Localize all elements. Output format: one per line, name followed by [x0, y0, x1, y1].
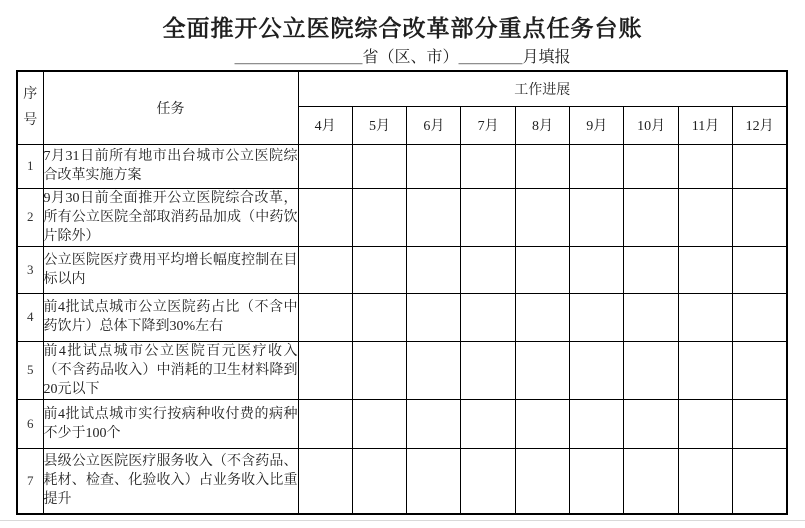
- progress-cell[interactable]: [461, 144, 515, 188]
- progress-cell[interactable]: [461, 293, 515, 341]
- row-serial: 5: [17, 341, 43, 399]
- progress-cell[interactable]: [461, 246, 515, 293]
- progress-cell[interactable]: [733, 293, 787, 341]
- header-month-jul: 7月: [461, 106, 515, 144]
- header-month-dec: 12月: [733, 106, 787, 144]
- progress-cell[interactable]: [678, 293, 732, 341]
- header-month-oct: 10月: [624, 106, 678, 144]
- task-ledger-table: [16, 70, 788, 515]
- progress-cell[interactable]: [407, 144, 461, 188]
- progress-cell[interactable]: [733, 448, 787, 514]
- table-row: [17, 293, 787, 341]
- progress-cell[interactable]: [515, 341, 569, 399]
- progress-cell[interactable]: [570, 448, 624, 514]
- progress-cell[interactable]: [678, 399, 732, 448]
- progress-cell[interactable]: [352, 341, 406, 399]
- progress-cell[interactable]: [298, 448, 352, 514]
- progress-cell[interactable]: [352, 188, 406, 246]
- table-row: [17, 341, 787, 399]
- row-serial: 3: [17, 246, 43, 293]
- header-serial-number: 序号: [17, 71, 43, 144]
- progress-cell[interactable]: [352, 144, 406, 188]
- header-month-aug: 8月: [515, 106, 569, 144]
- page-title: 全面推开公立医院综合改革部分重点任务台账: [162, 16, 643, 41]
- progress-cell[interactable]: [298, 341, 352, 399]
- progress-cell[interactable]: [298, 188, 352, 246]
- progress-cell[interactable]: [407, 448, 461, 514]
- table-row: [17, 188, 787, 246]
- row-task-text: 前4批试点城市实行按病种收付费的病种不少于100个: [43, 399, 298, 448]
- progress-cell[interactable]: [570, 399, 624, 448]
- progress-cell[interactable]: [461, 188, 515, 246]
- progress-cell[interactable]: [407, 399, 461, 448]
- row-serial: 6: [17, 399, 43, 448]
- header-work-progress: 工作进展: [298, 71, 787, 106]
- page-edge-divider: [0, 520, 805, 521]
- progress-cell[interactable]: [733, 246, 787, 293]
- table-row: [17, 399, 787, 448]
- progress-cell[interactable]: [407, 246, 461, 293]
- progress-cell[interactable]: [624, 188, 678, 246]
- page-subtitle: ＿＿＿＿＿＿＿＿省（区、市）＿＿＿＿月填报: [234, 49, 571, 66]
- row-serial: 1: [17, 144, 43, 188]
- progress-cell[interactable]: [733, 188, 787, 246]
- header-month-nov: 11月: [678, 106, 732, 144]
- progress-cell[interactable]: [407, 293, 461, 341]
- progress-cell[interactable]: [624, 246, 678, 293]
- progress-cell[interactable]: [624, 448, 678, 514]
- progress-cell[interactable]: [678, 448, 732, 514]
- progress-cell[interactable]: [678, 188, 732, 246]
- header-month-jun: 6月: [407, 106, 461, 144]
- progress-cell[interactable]: [515, 448, 569, 514]
- progress-cell[interactable]: [624, 341, 678, 399]
- table-row: [17, 448, 787, 514]
- progress-cell[interactable]: [624, 144, 678, 188]
- row-task-text: 9月30日前全面推开公立医院综合改革，所有公立医院全部取消药品加成（中药饮片除外）: [43, 188, 298, 246]
- progress-cell[interactable]: [570, 293, 624, 341]
- header-month-may: 5月: [352, 106, 406, 144]
- progress-cell[interactable]: [298, 144, 352, 188]
- progress-cell[interactable]: [570, 246, 624, 293]
- table-row: [17, 144, 787, 188]
- progress-cell[interactable]: [515, 293, 569, 341]
- progress-cell[interactable]: [678, 246, 732, 293]
- row-task-text: 县级公立医院医疗服务收入（不含药品、耗材、检查、化验收入）占业务收入比重提升: [43, 448, 298, 514]
- progress-cell[interactable]: [678, 341, 732, 399]
- progress-cell[interactable]: [352, 399, 406, 448]
- progress-cell[interactable]: [352, 448, 406, 514]
- header-month-sep: 9月: [570, 106, 624, 144]
- row-task-text: 公立医院医疗费用平均增长幅度控制在目标以内: [43, 246, 298, 293]
- progress-cell[interactable]: [515, 188, 569, 246]
- row-task-text: 前4批试点城市公立医院百元医疗收入（不含药品收入）中消耗的卫生材料降到20元以下: [43, 341, 298, 399]
- progress-cell[interactable]: [515, 399, 569, 448]
- progress-cell[interactable]: [570, 188, 624, 246]
- progress-cell[interactable]: [461, 341, 515, 399]
- progress-cell[interactable]: [352, 246, 406, 293]
- progress-cell[interactable]: [461, 399, 515, 448]
- header-month-apr: 4月: [298, 106, 352, 144]
- progress-cell[interactable]: [298, 399, 352, 448]
- progress-cell[interactable]: [733, 144, 787, 188]
- progress-cell[interactable]: [461, 448, 515, 514]
- progress-cell[interactable]: [298, 246, 352, 293]
- progress-cell[interactable]: [570, 144, 624, 188]
- row-serial: 4: [17, 293, 43, 341]
- row-serial: 7: [17, 448, 43, 514]
- table-row: [17, 246, 787, 293]
- progress-cell[interactable]: [407, 341, 461, 399]
- progress-cell[interactable]: [515, 144, 569, 188]
- progress-cell[interactable]: [678, 144, 732, 188]
- progress-cell[interactable]: [298, 293, 352, 341]
- header-task: 任务: [43, 71, 298, 144]
- progress-cell[interactable]: [352, 293, 406, 341]
- progress-cell[interactable]: [570, 341, 624, 399]
- progress-cell[interactable]: [407, 188, 461, 246]
- row-task-text: 7月31日前所有地市出台城市公立医院综合改革实施方案: [43, 144, 298, 188]
- row-serial: 2: [17, 188, 43, 246]
- row-task-text: 前4批试点城市公立医院药占比（不含中药饮片）总体下降到30%左右: [43, 293, 298, 341]
- progress-cell[interactable]: [733, 399, 787, 448]
- progress-cell[interactable]: [515, 246, 569, 293]
- progress-cell[interactable]: [624, 399, 678, 448]
- progress-cell[interactable]: [733, 341, 787, 399]
- progress-cell[interactable]: [624, 293, 678, 341]
